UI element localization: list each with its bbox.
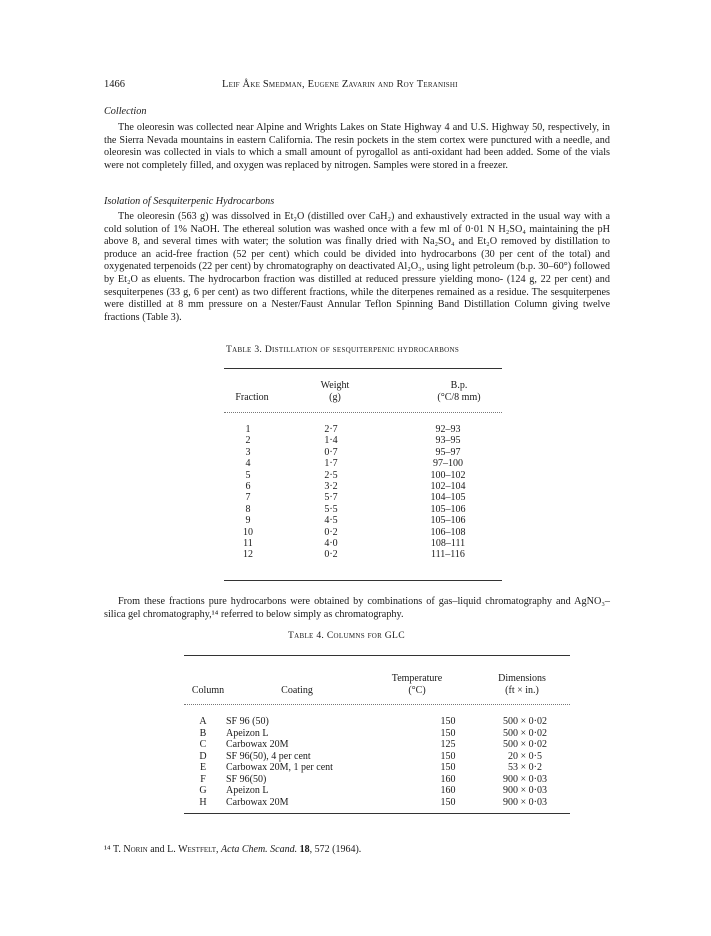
table4-cell-dimensions: 500 × 0·02 bbox=[503, 727, 547, 739]
table4-body bbox=[190, 716, 570, 808]
running-authors: Leif Åke Smedman, Eugene Zavarin and Roy Teranishi bbox=[222, 79, 458, 90]
table3-header-weight-unit: (g) bbox=[329, 392, 341, 403]
table3-cell-bp: 102–104 bbox=[430, 481, 466, 493]
table4-header-coating: Coating bbox=[281, 685, 313, 696]
table4-header-rule bbox=[184, 704, 570, 705]
table4-cell-coating: Carbowax 20M bbox=[226, 739, 289, 750]
collection-paragraph: The oleoresin was collected near Alpine and Wrights Lakes on State Highway 4 and U.S. Highway 50, respectively, in the Sierra Nevada mountains in eastern California. The resin pockets in the stem cortex were punctured with a needle, and oleoresin was collected in vials to which a small amount of pyrogallol as anti-oxidant had been added. Some of the vials were not completely filled, and oxygen was replaced by nitrogen. Samples were stored in a freezer. bbox=[104, 122, 610, 171]
table3-cell-fraction: 10 bbox=[243, 526, 253, 538]
table3-header-weight-label: Weight bbox=[320, 380, 350, 391]
table3-body bbox=[230, 424, 500, 561]
table-row bbox=[230, 435, 500, 446]
table3-cell-weight: 1·7 bbox=[324, 458, 338, 470]
table4-cell-coating: SF 96(50) bbox=[226, 773, 267, 785]
table3-cell-weight: 0·7 bbox=[324, 446, 338, 458]
table-row bbox=[190, 751, 570, 763]
table3-cell-fraction: 4 bbox=[245, 458, 251, 470]
table-row bbox=[230, 527, 500, 538]
table-row bbox=[230, 549, 500, 560]
table4-cell-column: B bbox=[199, 727, 207, 739]
table4-cell-dimensions: 500 × 0·02 bbox=[503, 739, 547, 750]
table4-cell-temperature: 150 bbox=[440, 716, 456, 727]
table4-cell-column: G bbox=[199, 785, 207, 796]
table-row bbox=[230, 538, 500, 549]
table3-cell-fraction: 5 bbox=[245, 469, 251, 481]
table3-cell-fraction: 6 bbox=[245, 481, 251, 493]
table3-cell-fraction: 2 bbox=[245, 435, 251, 447]
table-row bbox=[190, 739, 570, 751]
table4-cell-coating: Apeizon L bbox=[226, 727, 269, 739]
table4-cell-coating: SF 96(50), 4 per cent bbox=[226, 750, 311, 762]
table3-cell-fraction: 11 bbox=[243, 538, 253, 550]
table3-cell-bp: 97–100 bbox=[433, 458, 463, 470]
table-row bbox=[230, 447, 500, 458]
footnote-pages-year: , 572 (1964). bbox=[309, 844, 362, 855]
table-row bbox=[190, 716, 570, 728]
table3-cell-bp: 95–97 bbox=[435, 446, 461, 458]
table4-header-column: Column bbox=[191, 685, 225, 696]
table3-cell-fraction: 1 bbox=[245, 424, 251, 435]
isolation-heading: Isolation of Sesquiterpenic Hydrocarbons bbox=[104, 196, 275, 207]
table3-cell-weight: 0·2 bbox=[324, 526, 338, 538]
table4-cell-column: E bbox=[199, 762, 207, 773]
table3-cell-bp: 108–111 bbox=[430, 538, 466, 550]
table3-header-bp bbox=[414, 380, 504, 404]
table4-header-temperature-label: Temperature bbox=[391, 673, 443, 684]
table-row bbox=[190, 774, 570, 786]
table3-cell-bp: 106–108 bbox=[430, 526, 466, 538]
table4-cell-temperature: 160 bbox=[440, 785, 456, 796]
table3-cell-bp: 92–93 bbox=[435, 424, 461, 435]
table4-header-temperature-unit: (°C) bbox=[408, 685, 426, 696]
isolation-paragraph: The oleoresin (563 g) was dissolved in Et₂O (distilled over CaH₂) and exhaustively extracted in the usual way with a cold solution of 1% NaOH. The ethereal solution was washed once with a few ml of 0·01 N H₂SO₄ maintaining the pH above 8, and several times with water; the solution was finally dried with Na₂SO₄ and Et₂O removed by distillation to produce an acid-free fraction (52 per cent) which could be divided into hydrocarbons (30 per cent of the total) and oxygenated terpenoids (22 per cent) by chromatography on deactivated Al₂O₃, using light petroleum (b.p. 30–60°) followed by Et₂O as eluents. The hydrocarbon fraction was distilled at reduced pressure yielding mono- (124 g, 22 per cent) and sesquiterpenes (33 g, 6 per cent) as two different fractions, while the diterpenes remained as a residue. The sesquiterpenes were distilled at 8 mm pressure on a Nester/Faust Annular Teflon Spinning Band Distillation Column giving twelve fractions (Table 3). bbox=[104, 211, 610, 323]
table3-cell-fraction: 8 bbox=[245, 503, 251, 515]
table-row bbox=[230, 470, 500, 481]
table4-bottom-rule bbox=[184, 813, 570, 814]
table3-cell-fraction: 3 bbox=[245, 446, 251, 458]
table3-cell-fraction: 9 bbox=[245, 515, 251, 527]
table4-cell-column: F bbox=[200, 773, 206, 785]
table4-cell-temperature: 160 bbox=[440, 773, 456, 785]
table4-cell-temperature: 150 bbox=[440, 727, 456, 739]
table3-header-bp-label: B.p. bbox=[450, 380, 468, 391]
table-row bbox=[230, 515, 500, 526]
table3-header-weight bbox=[300, 380, 370, 404]
table3-cell-bp: 105–106 bbox=[430, 503, 466, 515]
table3-header-bp-unit: (°C/8 mm) bbox=[437, 392, 481, 403]
table3-cell-weight: 4·5 bbox=[324, 515, 338, 527]
table3-cell-weight: 5·7 bbox=[324, 492, 338, 504]
table3-cell-weight: 0·2 bbox=[324, 549, 338, 561]
table3-header-fraction: Fraction bbox=[235, 392, 269, 403]
table-row bbox=[190, 728, 570, 740]
table-row bbox=[230, 481, 500, 492]
table4-cell-temperature: 125 bbox=[440, 739, 456, 750]
table4-header-dimensions bbox=[472, 673, 572, 697]
table3-cell-weight: 2·7 bbox=[324, 424, 338, 435]
table4-cell-temperature: 150 bbox=[440, 762, 456, 773]
table-row bbox=[190, 797, 570, 809]
table4-cell-coating: Carbowax 20M bbox=[226, 796, 289, 808]
table-row bbox=[190, 785, 570, 797]
table4-cell-coating: SF 96 (50) bbox=[226, 716, 269, 727]
table4-caption: Table 4. Columns for GLC bbox=[288, 630, 405, 641]
table4-cell-coating: Carbowax 20M, 1 per cent bbox=[226, 762, 333, 773]
table4-cell-dimensions: 20 × 0·5 bbox=[508, 750, 542, 762]
table-row bbox=[230, 424, 500, 435]
table4-top-rule bbox=[184, 655, 570, 656]
table4-cell-temperature: 150 bbox=[440, 796, 456, 808]
table4-cell-dimensions: 53 × 0·2 bbox=[508, 762, 542, 773]
table3-cell-fraction: 7 bbox=[245, 492, 251, 504]
table4-cell-dimensions: 900 × 0·03 bbox=[503, 796, 547, 808]
table3-caption: Table 3. Distillation of sesquiterpenic hydrocarbons bbox=[226, 344, 460, 355]
table3-cell-bp: 100–102 bbox=[430, 469, 466, 481]
between-paragraph: From these fractions pure hydrocarbons were obtained by combinations of gas–liquid chromatography and AgNO₃–silica gel chromatography,¹⁴ referred to below simply as chromatography. bbox=[104, 596, 610, 620]
table4-header-temperature bbox=[372, 673, 462, 697]
table3-cell-weight: 5·5 bbox=[324, 503, 338, 515]
table3-cell-weight: 2·5 bbox=[324, 469, 338, 481]
table4-cell-dimensions: 900 × 0·03 bbox=[503, 785, 547, 796]
footnote-author-1: T. Norin bbox=[112, 844, 148, 855]
table4-header-dimensions-label: Dimensions bbox=[498, 673, 546, 684]
table4-cell-coating: Apeizon L bbox=[226, 785, 269, 796]
table-row bbox=[230, 458, 500, 469]
table3-top-rule bbox=[224, 368, 502, 369]
table3-cell-bp: 111–116 bbox=[431, 549, 465, 561]
table4-cell-dimensions: 900 × 0·03 bbox=[503, 773, 547, 785]
table3-bottom-rule bbox=[224, 580, 502, 581]
table4-cell-dimensions: 500 × 0·02 bbox=[503, 716, 547, 727]
table3-cell-bp: 104–105 bbox=[430, 492, 466, 504]
table3-header-rule bbox=[224, 412, 502, 413]
table-row bbox=[230, 492, 500, 503]
footnote-14: ¹⁴ T. Norin and L. Westfelt, Acta Chem. Scand. 18, 572 (1964). bbox=[104, 844, 362, 855]
table-row bbox=[190, 762, 570, 774]
table-row bbox=[230, 504, 500, 515]
table3-cell-weight: 1·4 bbox=[324, 435, 338, 447]
table4-cell-column: D bbox=[199, 750, 207, 762]
footnote-journal: Acta Chem. Scand. bbox=[221, 844, 298, 855]
table3-cell-bp: 93–95 bbox=[435, 435, 461, 447]
table4-cell-column: C bbox=[199, 739, 207, 750]
table4-header-dimensions-unit: (ft × in.) bbox=[505, 685, 539, 696]
footnote-marker: ¹⁴ bbox=[104, 844, 111, 855]
table3-cell-bp: 105–106 bbox=[430, 515, 466, 527]
footnote-author-2: L. Westfelt bbox=[167, 844, 217, 855]
table4-cell-column: H bbox=[199, 796, 207, 808]
table4-cell-column: A bbox=[199, 716, 207, 727]
table4-cell-temperature: 150 bbox=[440, 750, 456, 762]
table3-cell-weight: 3·2 bbox=[324, 481, 338, 493]
page-number: 1466 bbox=[104, 79, 125, 90]
footnote-volume: 18 bbox=[299, 844, 310, 855]
collection-heading: Collection bbox=[104, 106, 147, 117]
table3-cell-fraction: 12 bbox=[243, 549, 253, 561]
footnote-and: and bbox=[147, 844, 168, 855]
table3-cell-weight: 4·0 bbox=[324, 538, 338, 550]
